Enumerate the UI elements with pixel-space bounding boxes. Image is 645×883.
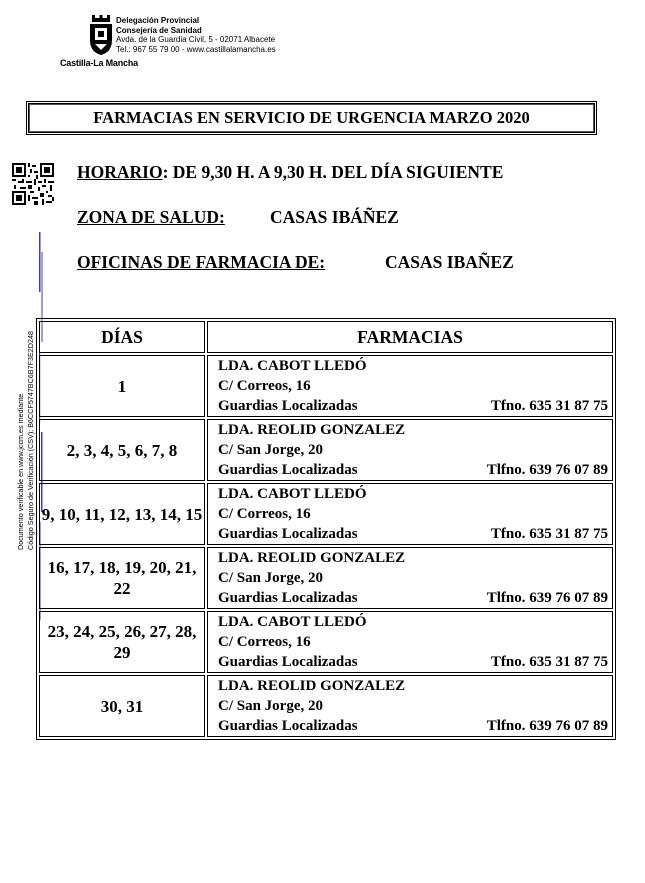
zona-label: ZONA DE SALUD: bbox=[77, 207, 225, 227]
pharmacy-phone: Tlfno. 639 76 07 89 bbox=[486, 462, 608, 478]
pharmacy-cell bbox=[207, 483, 613, 545]
days-cell: 9, 10, 11, 12, 13, 14, 15 bbox=[39, 483, 205, 545]
oficinas-label: OFICINAS DE FARMACIA DE: bbox=[77, 252, 326, 272]
pharmacy-address: C/ San Jorge, 20 bbox=[218, 698, 323, 714]
days-cell: 1 bbox=[39, 355, 205, 417]
header-farmacias: FARMACIAS bbox=[207, 321, 613, 353]
address-line: Tel.: 967 55 79 00 - www.castillalamancha.es bbox=[116, 44, 276, 54]
pharmacy-note: Guardias Localizadas bbox=[218, 654, 358, 670]
pharmacy-address: C/ Correos, 16 bbox=[218, 378, 311, 394]
oficinas-value: CASAS IBAÑEZ bbox=[385, 252, 514, 272]
pharmacy-name: LDA. REOLID GONZALEZ bbox=[218, 550, 406, 566]
pharmacy-note: Guardias Localizadas bbox=[218, 590, 358, 606]
address-line: Avda. de la Guardia Civil, 5 - 02071 Albacete bbox=[116, 35, 276, 44]
horario-label: HORARIO bbox=[77, 162, 163, 182]
table-row bbox=[39, 419, 613, 481]
pharmacy-phone: Tlfno. 639 76 07 89 bbox=[486, 718, 608, 734]
pharmacy-table-wrap bbox=[36, 318, 616, 740]
pharmacy-address: C/ San Jorge, 20 bbox=[218, 442, 323, 458]
header-address bbox=[116, 16, 276, 54]
verification-line: Documento verificable en www.jccm.es mediante bbox=[16, 393, 25, 550]
pharmacy-note: Guardias Localizadas bbox=[218, 526, 358, 542]
pharmacy-cell bbox=[207, 547, 613, 609]
pharmacy-phone: Tfno. 635 31 87 75 bbox=[490, 526, 608, 542]
pharmacy-name: LDA. REOLID GONZALEZ bbox=[218, 678, 406, 694]
logo-label: Castilla-La Mancha bbox=[60, 58, 138, 68]
pharmacy-cell bbox=[207, 419, 613, 481]
qr-code-icon bbox=[12, 163, 54, 205]
pharmacy-address: C/ San Jorge, 20 bbox=[218, 570, 323, 586]
pharmacy-address: C/ Correos, 16 bbox=[218, 506, 311, 522]
table-row bbox=[39, 675, 613, 737]
pharmacy-contact bbox=[218, 524, 608, 544]
pharmacy-note: Guardias Localizadas bbox=[218, 718, 358, 734]
table-row bbox=[39, 547, 613, 609]
pharmacy-name: LDA. REOLID GONZALEZ bbox=[218, 422, 406, 438]
pharmacy-name: LDA. CABOT LLEDÓ bbox=[218, 486, 367, 502]
horario-value: : DE 9,30 H. A 9,30 H. DEL DÍA SIGUIENTE bbox=[162, 162, 504, 182]
days-cell: 16, 17, 18, 19, 20, 21, 22 bbox=[39, 547, 205, 609]
pharmacy-address: C/ Correos, 16 bbox=[218, 634, 311, 650]
pharmacy-phone: Tfno. 635 31 87 75 bbox=[490, 398, 608, 414]
horario-line bbox=[77, 162, 503, 183]
pharmacy-name: LDA. CABOT LLEDÓ bbox=[218, 614, 367, 630]
zona-value: CASAS IBÁÑEZ bbox=[270, 207, 399, 227]
table-row bbox=[39, 355, 613, 417]
castilla-la-mancha-logo-icon bbox=[86, 14, 116, 56]
pharmacy-contact bbox=[218, 396, 608, 416]
oficinas-line bbox=[77, 252, 325, 273]
pharmacy-contact bbox=[218, 588, 608, 608]
pharmacy-contact bbox=[218, 716, 608, 736]
pharmacy-note: Guardias Localizadas bbox=[218, 398, 358, 414]
org-line: Consejería de Sanidad bbox=[116, 25, 202, 35]
pharmacy-cell bbox=[207, 675, 613, 737]
pharmacy-cell bbox=[207, 611, 613, 673]
pharmacy-phone: Tlfno. 639 76 07 89 bbox=[486, 590, 608, 606]
verification-line: Código Seguro de Verificación (CSV): B6CCF5747BC6B7F3E2D248 bbox=[26, 331, 35, 550]
pharmacy-note: Guardias Localizadas bbox=[218, 462, 358, 478]
table-row bbox=[39, 611, 613, 673]
header-dias: DÍAS bbox=[39, 321, 205, 353]
pharmacy-table bbox=[36, 318, 616, 740]
days-cell: 30, 31 bbox=[39, 675, 205, 737]
page-title: FARMACIAS EN SERVICIO DE URGENCIA MARZO 2020 bbox=[93, 108, 530, 127]
title-box bbox=[26, 101, 597, 135]
table-header-row bbox=[39, 321, 613, 353]
table-row bbox=[39, 483, 613, 545]
zona-line bbox=[77, 207, 225, 228]
days-cell: 2, 3, 4, 5, 6, 7, 8 bbox=[39, 419, 205, 481]
pharmacy-phone: Tfno. 635 31 87 75 bbox=[490, 654, 608, 670]
pharmacy-contact bbox=[218, 652, 608, 672]
org-line: Delegación Provincial bbox=[116, 16, 200, 25]
pharmacy-contact bbox=[218, 460, 608, 480]
pharmacy-cell bbox=[207, 355, 613, 417]
pharmacy-name: LDA. CABOT LLEDÓ bbox=[218, 358, 367, 374]
days-cell: 23, 24, 25, 26, 27, 28, 29 bbox=[39, 611, 205, 673]
